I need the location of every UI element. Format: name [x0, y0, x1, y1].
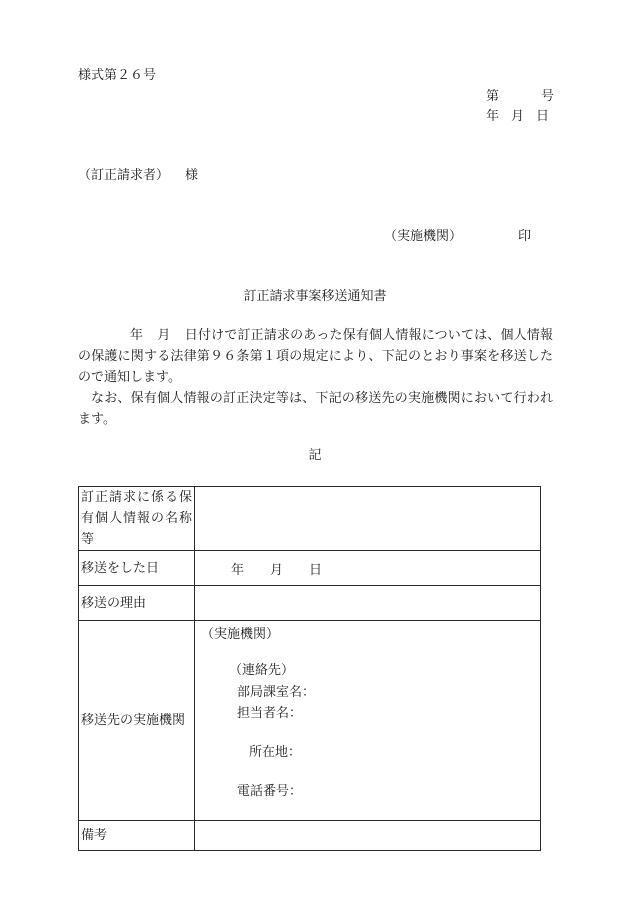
document-title: 訂正請求事案移送通知書 — [243, 289, 387, 304]
contact-heading: （連絡先） — [229, 663, 295, 678]
person-in-charge-label: 担当者名： — [237, 706, 303, 721]
remarks-label: 備考 — [79, 821, 195, 851]
addressee-role: （訂正請求者） — [78, 168, 170, 183]
issuer-seal: 印 — [518, 229, 532, 244]
notice-year: 年 — [130, 328, 144, 343]
table-row-transfer-date — [79, 551, 541, 586]
issuer — [384, 229, 531, 245]
notice-month: 月 — [157, 328, 171, 343]
form-number: 様式第２６号 — [78, 68, 157, 83]
ki-heading: 記 — [308, 448, 322, 463]
transfer-date-day: 日 — [309, 562, 323, 578]
transfer-date-month: 月 — [270, 562, 284, 578]
document-date-year: 年 — [486, 109, 500, 124]
transfer-reason-value — [195, 586, 541, 621]
notice-paragraph-1 — [78, 325, 553, 388]
notice-paragraph-2: なお、保有個人情報の訂正決定等は、下記の移送先の実施機関において行われます。 — [78, 391, 553, 427]
info-name-value — [195, 487, 541, 551]
transfer-date-label: 移送をした日 — [79, 551, 195, 586]
remarks-value — [195, 821, 541, 851]
destination-agency-label: 移送先の実施機関 — [79, 621, 195, 821]
destination-agency-value — [195, 621, 541, 821]
document-number — [486, 89, 554, 105]
document-date — [486, 109, 549, 125]
table-row-transfer-reason — [79, 586, 541, 621]
notice-paragraph-1-text: 日付けで訂正請求のあった保有個人情報については、個人情報の保護に関する法律第９６条第１項の規定により、下記のとおり事案を移送したので通知します。 — [78, 328, 553, 385]
phone-number-label: 電話番号： — [237, 784, 303, 799]
address-label: 所在地： — [249, 745, 302, 760]
addressee-honorific: 様 — [185, 168, 199, 183]
document-date-month: 月 — [511, 109, 525, 124]
table-row-remarks — [79, 821, 541, 851]
table-row-info-name — [79, 487, 541, 551]
table-row-destination-agency — [79, 621, 541, 821]
document-date-day: 日 — [536, 109, 550, 124]
document-number-suffix: 号 — [541, 89, 555, 104]
department-label: 部局課室名： — [237, 685, 316, 700]
transfer-date-value — [195, 551, 541, 586]
transfer-date-year: 年 — [231, 562, 245, 578]
transfer-reason-label: 移送の理由 — [79, 586, 195, 621]
document-number-prefix: 第 — [486, 89, 500, 104]
destination-agency-name: （実施機関） — [201, 627, 280, 642]
info-name-label: 訂正請求に係る保有個人情報の名称等 — [79, 487, 195, 551]
details-table — [78, 486, 541, 851]
notice-body — [78, 325, 553, 430]
addressee — [78, 168, 198, 184]
issuer-label: （実施機関） — [384, 229, 463, 244]
